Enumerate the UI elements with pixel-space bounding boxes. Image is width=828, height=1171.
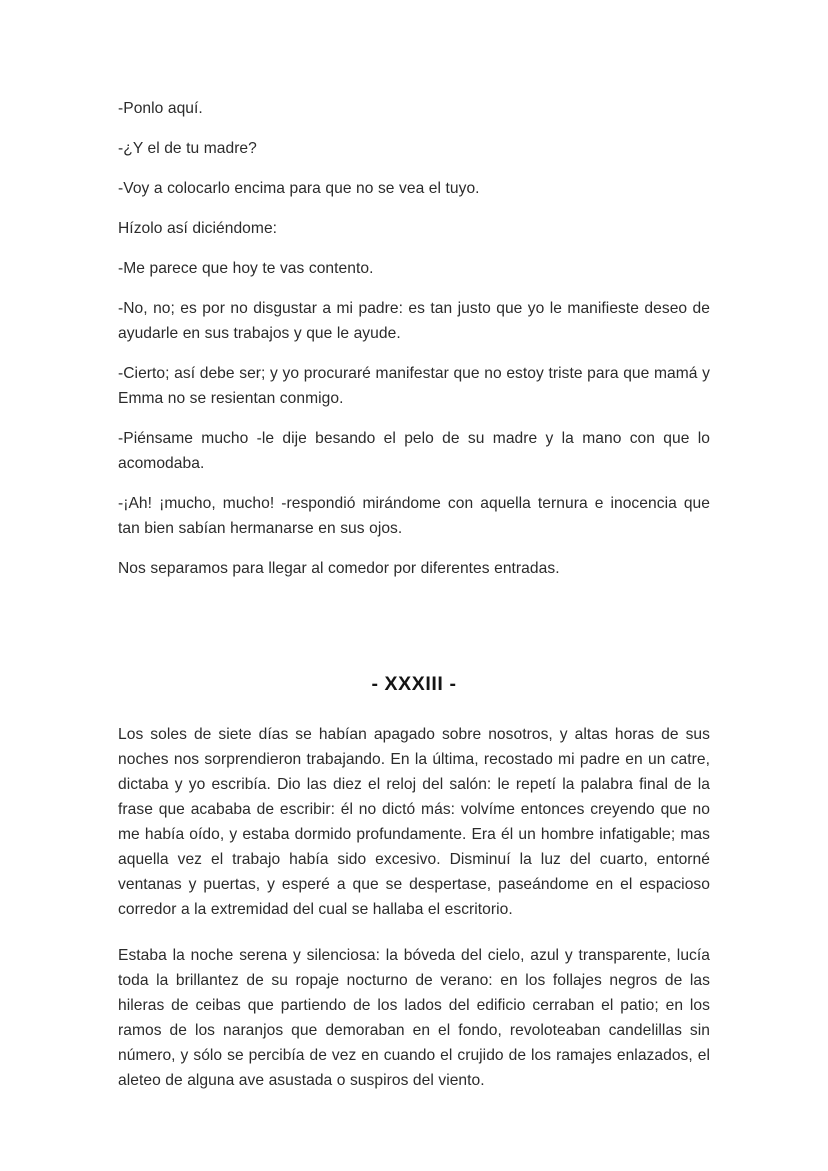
paragraph: -Cierto; así debe ser; y yo procuraré manifestar que no estoy triste para que mamá y Emma no se resientan conmigo. (118, 365, 710, 407)
paragraph: Los soles de siete días se habían apagado sobre nosotros, y altas horas de sus noches nos sorprendieron trabajando. En la última, recostado mi padre en un catre, dictaba y yo escribía. Dio las diez el reloj del salón: le repetí la palabra final de la frase que acababa de escribir: él no dictó más: volvíme entonces creyendo que no me había oído, y estaba dormido profundamente. Era él un hombre infatigable; mas aquella vez el trabajo había sido excesivo. Disminuí la luz del cuarto, entorné ventanas y puertas, y esperé a que se despertase, paseándome en el espacioso corredor a la extremidad del cual se hallaba el escritorio. (118, 726, 710, 918)
paragraph: Nos separamos para llegar al comedor por diferentes entradas. (118, 560, 560, 577)
chapter-heading: - XXXIII - (371, 673, 457, 695)
paragraph: -Voy a colocarlo encima para que no se vea el tuyo. (118, 180, 480, 197)
body-section (118, 722, 710, 1093)
paragraph: -¿Y el de tu madre? (118, 140, 257, 157)
dialogue-section (118, 96, 710, 581)
paragraph: -No, no; es por no disgustar a mi padre: es tan justo que yo le manifieste deseo de ayudarle en sus trabajos y que le ayude. (118, 300, 710, 342)
paragraph: -Me parece que hoy te vas contento. (118, 260, 374, 277)
section-spacer (118, 596, 710, 672)
paragraph: Estaba la noche serena y silenciosa: la bóveda del cielo, azul y transparente, lucía toda la brillantez de su ropaje nocturno de verano: en los follajes negros de las hileras de ceibas que partiendo de los lados del edificio cerraban el patio; en los ramos de los naranjos que demoraban en el fondo, revoloteaban candelillas sin número, y sólo se percibía de vez en cuando el crujido de los ramajes enlazados, el aleteo de alguna ave asustada o suspiros del viento. (118, 947, 710, 1089)
paragraph: Hízolo así diciéndome: (118, 220, 278, 237)
paragraph: -Piénsame mucho -le dije besando el pelo de su madre y la mano con que lo acomodaba. (118, 430, 710, 472)
paragraph: -Ponlo aquí. (118, 100, 203, 117)
text-column (118, 96, 710, 1093)
paragraph: -¡Ah! ¡mucho, mucho! -respondió mirándome con aquella ternura e inocencia que tan bien sabían hermanarse en sus ojos. (118, 495, 710, 537)
